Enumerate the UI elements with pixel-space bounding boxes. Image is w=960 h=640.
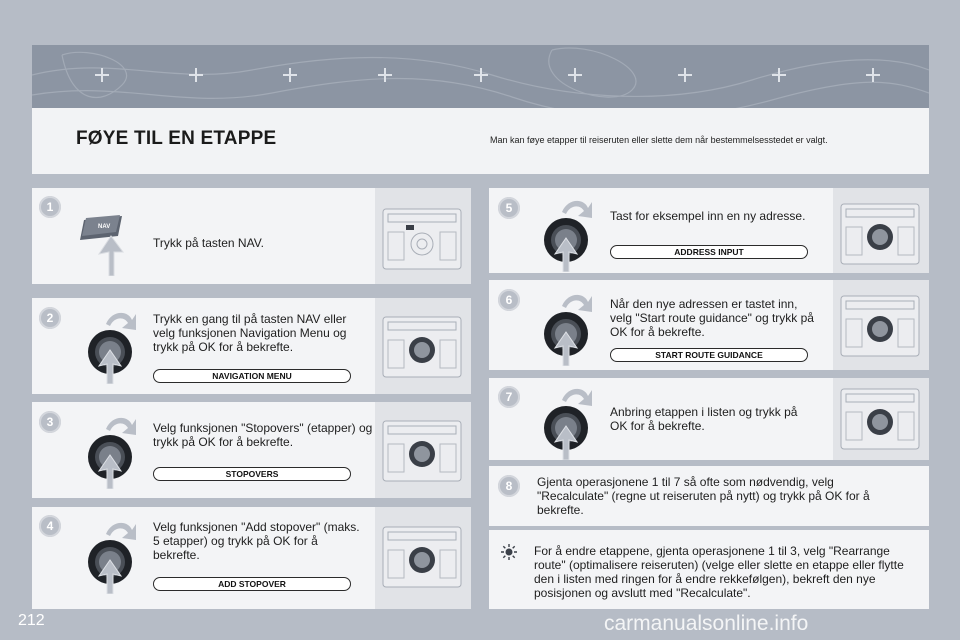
ok-knob-press-icon: [540, 384, 596, 460]
intro-text: Man kan føye etapper til reiseruten eller slette dem når bestemmelsesstedet er valgt.: [490, 135, 828, 145]
step-5-text: Tast for eksempel inn en ny adresse.: [610, 209, 806, 223]
address-input-button-label: ADDRESS INPUT: [610, 245, 808, 259]
step-number-6: 6: [498, 289, 520, 311]
step-8-text: Gjenta operasjonene 1 til 7 så ofte som nødvendig, velg "Recalculate" (regne ut reiseruten på nytt) og trykk på OK for å bekrefte.: [537, 475, 870, 517]
radio-unit-knob-illustration: [840, 203, 920, 265]
step-number-8: 8: [498, 475, 520, 497]
radio-unit-knob-illustration: [840, 295, 920, 357]
radio-unit-knob-illustration: [382, 526, 462, 588]
step-4-text: Velg funksjonen "Add stopover" (maks. 5 etapper) og trykk på OK for å bekrefte.: [153, 520, 360, 562]
ok-knob-press-icon: [84, 308, 140, 384]
radio-unit-knob-illustration: [382, 420, 462, 482]
page-title: FØYE TIL EN ETAPPE: [76, 128, 277, 149]
radio-unit-nav-highlight-illustration: [382, 208, 462, 270]
tip-text: For å endre etappene, gjenta operasjonene 1 til 3, velg "Rearrange route" (optimalisere reiseruten) (velge eller slette en etappe eller flytte den i listen med ringen for å endre rekkefølgen), bekreft den nye posisjonen og avslutt med "Recalculate".: [534, 544, 904, 600]
stopovers-button-label: STOPOVERS: [153, 467, 351, 481]
step-number-7: 7: [498, 386, 520, 408]
lightbulb-icon: [500, 543, 518, 561]
step-3-text: Velg funksjonen "Stopovers" (etapper) og trykk på OK for å bekrefte.: [153, 421, 373, 449]
step-6-text: Når den nye adressen er tastet inn, velg "Start route guidance" og trykk på OK for å bekrefte.: [610, 297, 814, 339]
step-number-3: 3: [39, 411, 61, 433]
add-stopover-button-label: ADD STOPOVER: [153, 577, 351, 591]
nav-key-label: NAV: [98, 224, 111, 230]
step-1-text: Trykk på tasten NAV.: [153, 236, 264, 250]
step-number-1: 1: [39, 196, 61, 218]
radio-unit-knob-illustration: [382, 316, 462, 378]
ok-knob-press-icon: [540, 290, 596, 366]
ok-knob-press-icon: [84, 413, 140, 489]
watermark: carmanualsonline.info: [604, 612, 809, 635]
ok-knob-press-icon: [540, 196, 596, 272]
step-7-text: Anbring etappen i listen og trykk på OK for å bekrefte.: [610, 405, 798, 433]
navigation-menu-button-label: NAVIGATION MENU: [153, 369, 351, 383]
step-number-5: 5: [498, 197, 520, 219]
start-route-guidance-button-label: START ROUTE GUIDANCE: [610, 348, 808, 362]
page-number: 212: [18, 612, 45, 629]
step-2-text: Trykk en gang til på tasten NAV eller velg funksjonen Navigation Menu og trykk på OK for å bekrefte.: [153, 312, 347, 354]
step-number-2: 2: [39, 307, 61, 329]
nav-key-press-icon: [78, 212, 140, 276]
radio-unit-knob-illustration: [840, 388, 920, 450]
step-number-4: 4: [39, 515, 61, 537]
ok-knob-press-icon: [84, 518, 140, 594]
